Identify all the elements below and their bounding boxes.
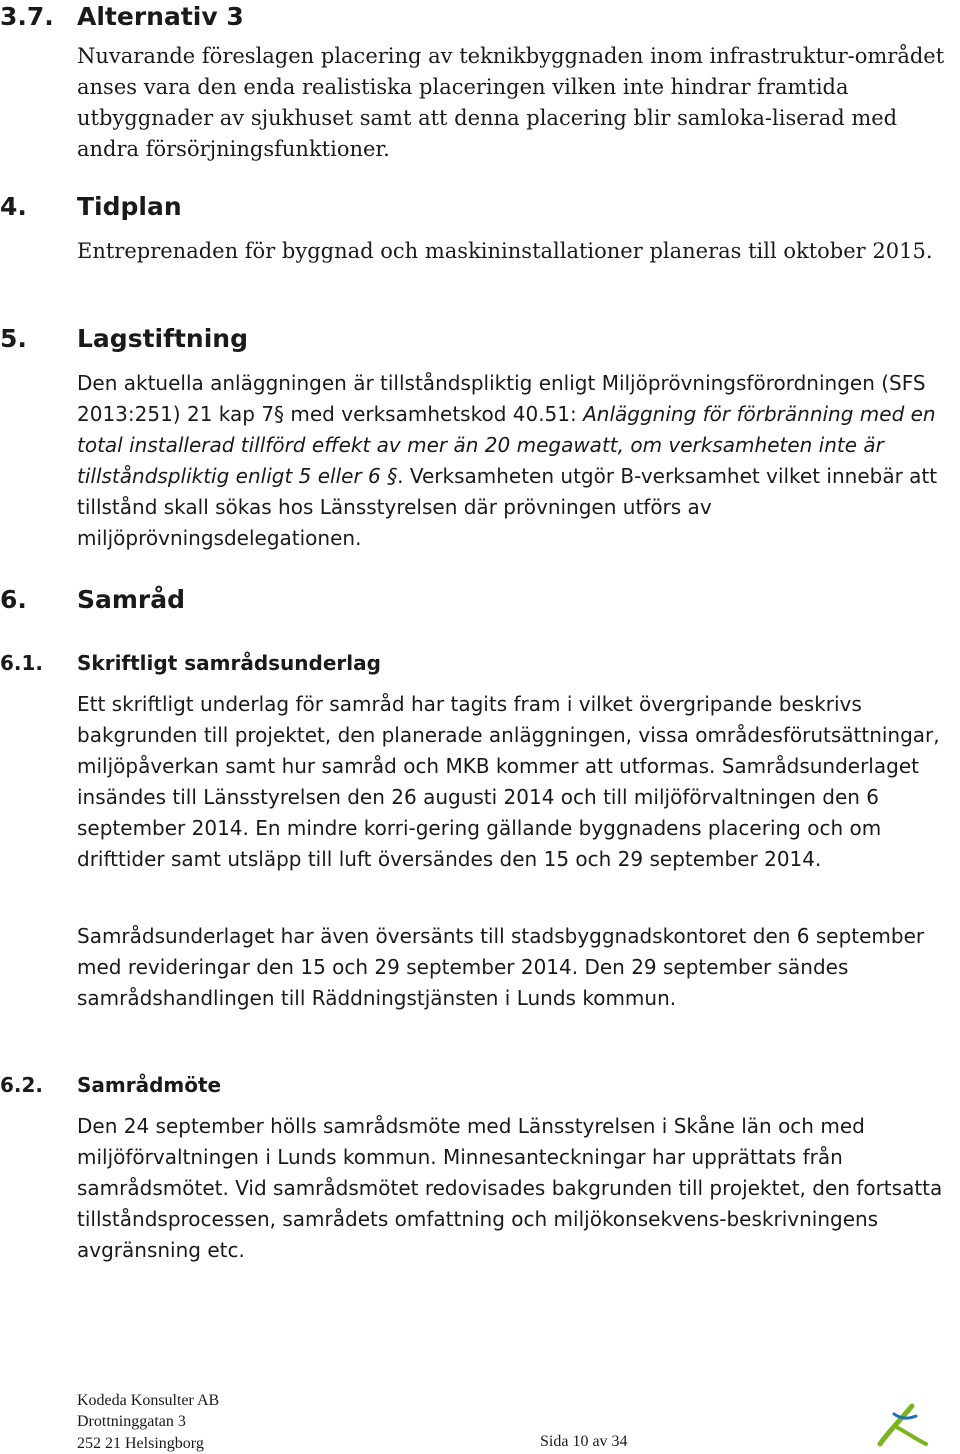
section-title: Tidplan bbox=[77, 192, 182, 221]
section-title: Lagstiftning bbox=[77, 324, 248, 353]
page-number: Sida 10 av 34 bbox=[540, 1433, 628, 1450]
subsection-number: 6.1. bbox=[0, 651, 44, 675]
section-body: Den 24 september hölls samrådsmöte med Länsstyrelsen i Skåne län och med miljöförvaltningen i Lunds kommun. Minnesanteckningar har upprättats från samrådsmötet. Vid samrådsmötet redovisades bakgrunden till projektet, den fortsatta tillståndsprocessen, samrådets omfattning och miljökonsekvens-beskrivningens avgränsning etc. bbox=[77, 1114, 943, 1262]
subsection-title: Samrådmöte bbox=[77, 1073, 222, 1097]
subsection-number: 6.2. bbox=[0, 1073, 44, 1097]
law-text: Den aktuella anläggningen är tillståndspliktig enligt Miljöprövningsförordningen (SFS 2013:251) 21 kap 7§ med verksamhetskod 40.51: bbox=[77, 371, 926, 426]
law-text-cont: . Verksamheten utgör B-verksamhet vilket innebär att tillstånd skall sökas hos Länsstyrelsen där prövningen utförs av miljöprövningsdelegationen. bbox=[77, 464, 938, 550]
section-number: 3.7. bbox=[0, 2, 54, 31]
section-title: Alternativ 3 bbox=[77, 2, 244, 31]
section-number: 5. bbox=[0, 324, 27, 353]
footer-company: Kodeda Konsulter AB bbox=[77, 1392, 220, 1409]
section-title: Samråd bbox=[77, 585, 186, 614]
section-body: Samrådsunderlaget har även översänts till stadsbyggnadskontoret den 6 september med revideringar den 15 och 29 september 2014. Den 29 september sändes samrådshandlingen till Räddningstjänsten i Lunds kommun. bbox=[77, 924, 925, 1010]
section-body: Ett skriftligt underlag för samråd har tagits fram i vilket övergripande beskrivs bakgrunden till projektet, den planerade anläggningen, vissa områdesförutsättningar, miljöpåverkan samt hur samråd och MKB kommer att utformas. Samrådsunderlaget insändes till Länsstyrelsen den 26 augusti 2014 och till miljöförvaltningen den 6 september 2014. En mindre korri-gering gällande byggnadens placering och om drifttider samt utsläpp till luft översändes den 15 och 29 september 2014. bbox=[77, 692, 940, 871]
activity-code-description: Anläggning för förbränning med en total installerad tillförd effekt av mer än 20 megawatt, om verksamheten inte är tillståndspliktig enligt 5 eller 6 § bbox=[77, 402, 936, 488]
section-body: Entreprenaden för byggnad och maskininstallationer planeras till oktober 2015. bbox=[77, 239, 933, 263]
footer-city: 252 21 Helsingborg bbox=[77, 1435, 204, 1452]
footer-street: Drottninggatan 3 bbox=[77, 1413, 186, 1430]
section-number: 6. bbox=[0, 585, 27, 614]
section-body: Nuvarande föreslagen placering av teknikbyggnaden inom infrastruktur-området anses vara den enda realistiska placeringen vilken inte hindrar framtida utbyggnader av sjukhuset samt att denna placering blir samloka-liserad med andra försörjningsfunktioner. bbox=[77, 44, 945, 161]
section-number: 4. bbox=[0, 192, 27, 221]
subsection-title: Skriftligt samrådsunderlag bbox=[77, 651, 381, 675]
section-body bbox=[77, 368, 957, 554]
kodeda-logo-icon bbox=[876, 1400, 932, 1450]
